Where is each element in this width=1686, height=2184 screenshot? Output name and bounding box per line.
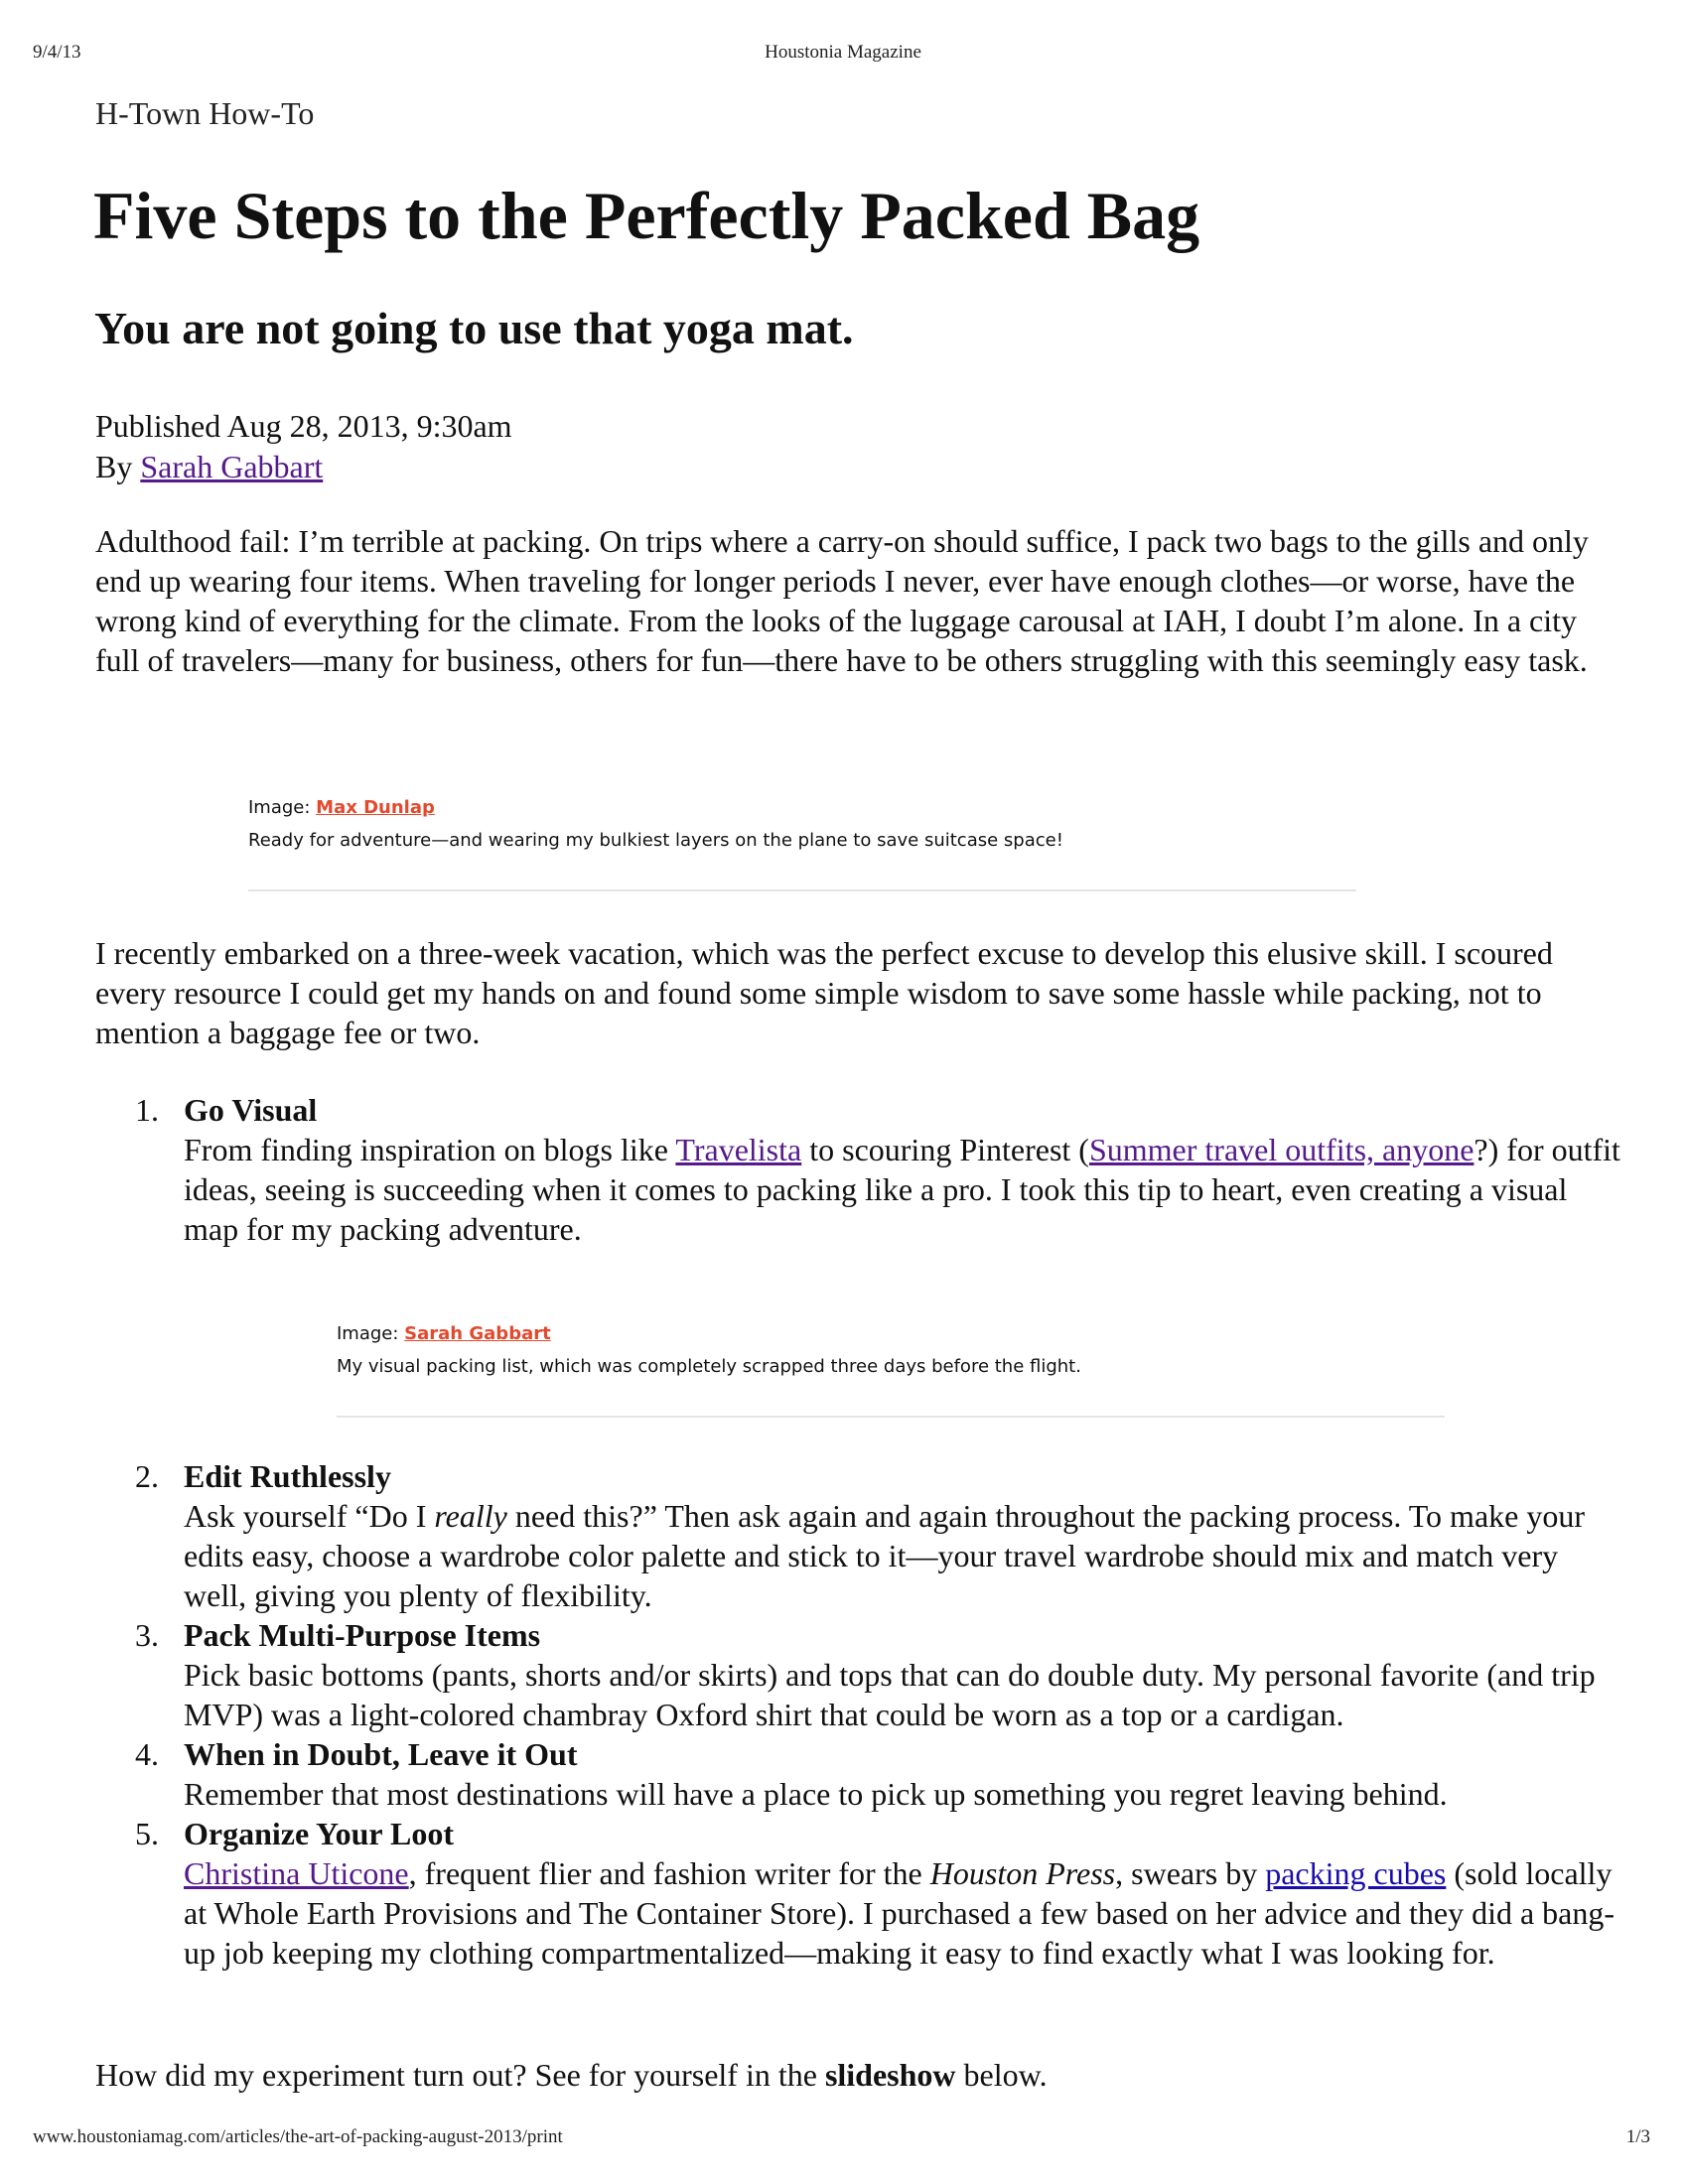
image-label: Image: xyxy=(337,1323,405,1344)
list-item xyxy=(95,1615,1624,1734)
image-caption-1 xyxy=(248,791,1340,857)
step-body: From finding inspiration on blogs like Travelista to scouring Pinterest (Summer travel outfits, anyone?) for outfit ideas, seeing is succeeding when it comes to packing like a pro. I took this tip to heart, even creating a visual map for my packing adventure. xyxy=(184,1132,1620,1247)
step-number: 5. xyxy=(135,1816,159,1851)
section-label: H-Town How-To xyxy=(95,95,315,131)
step-body: Christina Uticone, frequent flier and fashion writer for the Houston Press, swears by packing cubes (sold locally at Whole Earth Provisions and The Container Store). I purchased a few based on her advice and they did a bang-up job keeping my clothing compartmentalized—making it easy to find exactly what I was looking for. xyxy=(184,1855,1616,1971)
christina-uticone-link[interactable]: Christina Uticone xyxy=(184,1855,409,1891)
paragraph-two: I recently embarked on a three-week vacation, which was the perfect excuse to develop this elusive skill. I scoured every resource I could get my hands on and found some simple wisdom to save some hassle while packing, not to mention a baggage fee or two. xyxy=(95,935,1553,1050)
slideshow-label: slideshow xyxy=(824,2057,956,2093)
step-body: Remember that most destinations will have a place to pick up something you regret leaving behind. xyxy=(184,1776,1448,1812)
step-heading: Pack Multi-Purpose Items xyxy=(184,1617,541,1653)
print-site-title: Houstonia Magazine xyxy=(765,42,921,63)
step-heading: When in Doubt, Leave it Out xyxy=(184,1736,578,1772)
byline-prefix: By xyxy=(95,449,141,484)
step-number: 2. xyxy=(135,1458,159,1494)
author-link[interactable]: Sarah Gabbart xyxy=(140,449,324,484)
intro-paragraph: Adulthood fail: I’m terrible at packing. On trips where a carry-on should suffice, I pack two bags to the gills and only end up wearing four items. When traveling for longer periods I never, ever have enough clothes—or worse, have the wrong kind of everything for the climate. From the looks of the luggage carousal at IAH, I doubt I’m alone. In a city full of travelers—many for business, others for fun—there have to be others struggling with this seemingly easy task. xyxy=(95,523,1589,678)
byline xyxy=(95,447,512,487)
step-heading: Organize Your Loot xyxy=(184,1816,454,1851)
steps-list-part-1 xyxy=(95,1090,1624,1249)
print-url: www.houstoniamag.com/articles/the-art-of-packing-august-2013/print xyxy=(33,2126,563,2147)
article-meta xyxy=(95,406,512,487)
step-number: 3. xyxy=(135,1617,159,1653)
print-date: 9/4/13 xyxy=(33,42,81,63)
step-number: 1. xyxy=(135,1092,159,1128)
published-date: Published Aug 28, 2013, 9:30am xyxy=(95,408,512,444)
step-body: Pick basic bottoms (pants, shorts and/or skirts) and tops that can do double duty. My personal favorite (and trip MVP) was a light-colored chambray Oxford shirt that could be worn as a top or a cardigan. xyxy=(184,1657,1596,1732)
step-number: 4. xyxy=(135,1736,159,1772)
image-label: Image: xyxy=(248,797,317,818)
packing-cubes-link[interactable]: packing cubes xyxy=(1265,1855,1447,1891)
article-title: Five Steps to the Perfectly Packed Bag xyxy=(93,178,1200,253)
caption-divider-2 xyxy=(337,1416,1445,1418)
image-credit-1 xyxy=(248,791,1340,824)
image-credit-link-2[interactable]: Sarah Gabbart xyxy=(404,1323,551,1344)
image-credit-link-1[interactable]: Max Dunlap xyxy=(316,797,435,818)
list-item xyxy=(95,1456,1624,1615)
travelista-link[interactable]: Travelista xyxy=(675,1132,802,1167)
image-credit-2 xyxy=(337,1317,1429,1350)
list-item xyxy=(95,1734,1624,1814)
step-heading: Edit Ruthlessly xyxy=(184,1458,391,1494)
image-caption-text-2: My visual packing list, which was completely scrapped three days before the flight. xyxy=(337,1356,1081,1377)
steps-list-part-2 xyxy=(95,1456,1624,1973)
step-heading: Go Visual xyxy=(184,1092,318,1128)
article-subtitle: You are not going to use that yoga mat. xyxy=(94,303,854,353)
pinterest-link[interactable]: Summer travel outfits, anyone xyxy=(1088,1132,1475,1167)
list-item xyxy=(95,1814,1624,1973)
closing-paragraph: How did my experiment turn out? See for yourself in the slideshow below. xyxy=(95,2057,1048,2093)
image-caption-text-1: Ready for adventure—and wearing my bulkiest layers on the plane to save suitcase space! xyxy=(248,830,1063,851)
step-body: Ask yourself “Do I really need this?” Then ask again and again throughout the packing process. To make your edits easy, choose a wardrobe color palette and stick to it—your travel wardrobe should mix and match very well, giving you plenty of flexibility. xyxy=(184,1498,1585,1613)
page-number: 1/3 xyxy=(1625,2126,1650,2147)
image-caption-2 xyxy=(337,1317,1429,1383)
caption-divider-1 xyxy=(248,889,1356,891)
list-item xyxy=(95,1090,1624,1249)
